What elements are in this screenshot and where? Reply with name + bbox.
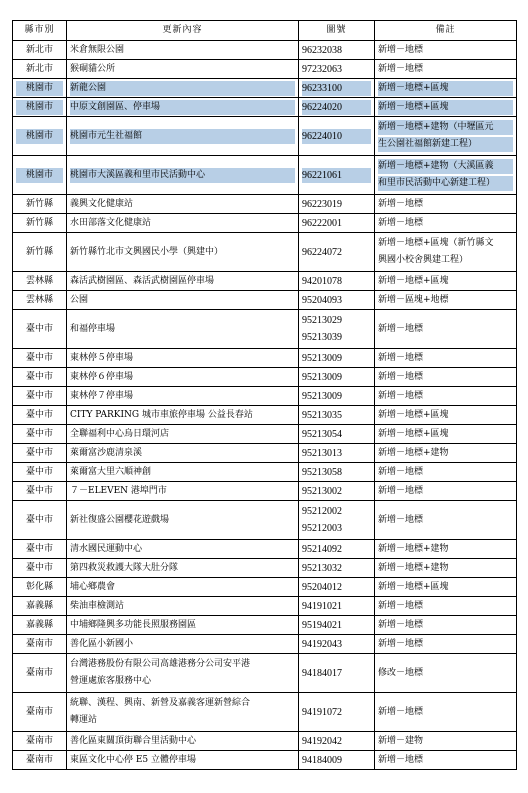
content-cell: [67, 310, 299, 349]
note-cell-line: 新增－地標: [378, 706, 424, 717]
map-number-cell-line: 96224020: [302, 99, 371, 116]
content-cell: [67, 41, 299, 60]
content-cell: [67, 654, 299, 693]
content-cell: [67, 616, 299, 635]
content-cell: [67, 60, 299, 79]
table-row: [13, 444, 517, 463]
note-cell: [375, 635, 517, 654]
note-cell: [375, 654, 517, 693]
map-number-cell: [299, 406, 375, 425]
county-cell: [13, 291, 67, 310]
table-row: [13, 310, 517, 349]
county-cell-line: 新竹縣: [25, 246, 53, 257]
content-cell: [67, 156, 299, 195]
note-cell: [375, 233, 517, 272]
table-row: [13, 751, 517, 770]
content-cell-line: CITY PARKING 城市車旅停車場 公益長春站: [70, 409, 253, 420]
map-number-cell-line: 94201078: [302, 275, 342, 287]
note-cell-line: 新增－地標+區塊: [378, 428, 449, 439]
content-cell-line: 公園: [70, 294, 89, 305]
table-row: [13, 425, 517, 444]
note-cell-line: 新增－地標: [378, 638, 424, 649]
note-cell: [375, 578, 517, 597]
map-number-cell-line: 94191072: [302, 706, 342, 718]
table-body: [13, 41, 517, 770]
county-cell: [13, 578, 67, 597]
note-cell-line: 新增－地標+建物（大溪區義: [378, 158, 513, 175]
note-cell-line: 修改－地標: [378, 667, 424, 678]
county-cell: [13, 559, 67, 578]
content-cell: [67, 578, 299, 597]
note-cell-line: 新增－地標: [378, 514, 424, 525]
content-cell: [67, 693, 299, 732]
table-row: [13, 272, 517, 291]
county-cell: [13, 368, 67, 387]
map-number-cell-line: 95213054: [302, 428, 342, 440]
table-row: [13, 463, 517, 482]
county-cell: [13, 597, 67, 616]
content-cell: [67, 291, 299, 310]
content-cell-line: 水田部落文化健康站: [70, 217, 152, 228]
table-row: [13, 540, 517, 559]
map-number-cell-line: 96222001: [302, 217, 342, 229]
note-cell-line: 興國小校舍興建工程）: [378, 255, 469, 265]
map-number-cell: [299, 41, 375, 60]
county-cell: [13, 310, 67, 349]
note-cell: [375, 616, 517, 635]
county-cell-line: 新竹縣: [25, 198, 53, 209]
county-cell-line: 嘉義縣: [25, 619, 53, 630]
note-cell: [375, 559, 517, 578]
content-cell: [67, 540, 299, 559]
county-cell-line: 桃園市: [16, 167, 63, 184]
map-number-cell: [299, 291, 375, 310]
map-number-cell: [299, 387, 375, 406]
note-cell-line: 新增－地標: [378, 466, 424, 477]
note-cell: [375, 444, 517, 463]
note-cell-line: 和里市民活動中心新建工程）: [378, 175, 513, 192]
map-number-cell-line: 95213029: [302, 315, 342, 326]
county-cell: [13, 751, 67, 770]
table-row: [13, 616, 517, 635]
county-cell: [13, 60, 67, 79]
map-number-cell: [299, 597, 375, 616]
map-number-cell: [299, 732, 375, 751]
header-content: 更新內容: [67, 21, 299, 41]
note-cell: [375, 310, 517, 349]
content-cell-line: 營運處旅客服務中心: [70, 676, 152, 686]
table-row: [13, 233, 517, 272]
county-cell: [13, 732, 67, 751]
content-cell-line: 東林停５停車場: [70, 352, 134, 363]
note-cell: [375, 79, 517, 98]
content-cell: [67, 751, 299, 770]
map-number-cell-line: 96223019: [302, 198, 342, 210]
county-cell-line: 臺南市: [25, 735, 53, 746]
county-cell: [13, 79, 67, 98]
county-cell: [13, 654, 67, 693]
map-number-cell: [299, 616, 375, 635]
table-row: [13, 60, 517, 79]
note-cell-line: 新增－地標+區塊: [378, 80, 513, 97]
content-cell-line: 萊爾富大里六順神創: [70, 466, 152, 477]
map-number-cell-line: 95213009: [302, 390, 342, 402]
map-number-cell-line: 95213013: [302, 447, 342, 459]
map-number-cell: [299, 444, 375, 463]
note-cell: [375, 156, 517, 195]
map-number-cell-line: 95213039: [302, 332, 342, 343]
table-row: [13, 214, 517, 233]
county-cell-line: 臺中市: [25, 390, 53, 401]
county-cell: [13, 195, 67, 214]
map-number-cell-line: 94184017: [302, 667, 342, 679]
content-cell-line: 中埔鄉隆興多功能長照服務園區: [70, 619, 197, 630]
note-cell-line: 新增－地標: [378, 371, 424, 382]
note-cell-line: 新增－地標: [378, 390, 424, 401]
content-cell-line: 善化區小新國小: [70, 638, 134, 649]
content-cell-line: 萊爾富沙鹿清泉溪: [70, 447, 143, 458]
note-cell-line: 新增－地標: [378, 44, 424, 55]
table-row: [13, 98, 517, 117]
content-cell: [67, 387, 299, 406]
content-cell-line: 桃園市大溪區義和里市民活動中心: [70, 167, 295, 184]
table-row: [13, 406, 517, 425]
content-cell-line: 東林停７停車場: [70, 390, 134, 401]
note-cell-line: 新增－地標: [378, 63, 424, 74]
header-county: 縣市別: [13, 21, 67, 41]
note-cell-line: 新增－地標+建物: [378, 562, 449, 573]
map-number-cell: [299, 349, 375, 368]
table-row: [13, 387, 517, 406]
county-cell: [13, 387, 67, 406]
county-cell-line: 桃園市: [16, 128, 63, 145]
map-number-cell-line: 95213058: [302, 466, 342, 478]
content-cell: [67, 635, 299, 654]
map-number-cell-line: 95213009: [302, 352, 342, 364]
map-number-cell-line: 94191021: [302, 600, 342, 612]
map-number-cell-line: 95212003: [302, 523, 342, 534]
note-cell: [375, 117, 517, 156]
content-cell: [67, 559, 299, 578]
content-cell-line: 新社復盛公園櫻花遊戲場: [70, 514, 170, 525]
county-cell: [13, 117, 67, 156]
table-row: [13, 635, 517, 654]
county-cell-line: 臺南市: [25, 754, 53, 765]
note-cell-line: 新增－地標+區塊（新竹縣文: [378, 238, 494, 248]
county-cell: [13, 156, 67, 195]
note-cell: [375, 463, 517, 482]
note-cell-line: 新增－地標+區塊: [378, 581, 449, 592]
note-cell: [375, 597, 517, 616]
content-cell: [67, 482, 299, 501]
county-cell: [13, 540, 67, 559]
county-cell-line: 臺中市: [25, 409, 53, 420]
content-cell: [67, 117, 299, 156]
county-cell-line: 臺中市: [25, 352, 53, 363]
county-cell-line: 彰化縣: [25, 581, 53, 592]
county-cell: [13, 425, 67, 444]
map-number-cell-line: 95214092: [302, 543, 342, 555]
content-cell-line: 新竹縣竹北市文興國民小學（興建中）: [70, 246, 224, 257]
content-cell: [67, 272, 299, 291]
map-number-cell: [299, 482, 375, 501]
content-cell-line: 米倉無限公園: [70, 44, 125, 55]
county-cell: [13, 233, 67, 272]
county-cell: [13, 349, 67, 368]
note-cell: [375, 693, 517, 732]
note-cell: [375, 60, 517, 79]
note-cell-line: 新增－地標: [378, 352, 424, 363]
county-cell: [13, 41, 67, 60]
content-cell-line: 森活武樹園區、森活武樹園區停車場: [70, 275, 215, 286]
content-cell: [67, 444, 299, 463]
county-cell-line: 臺中市: [25, 562, 53, 573]
map-number-cell: [299, 214, 375, 233]
map-number-cell: [299, 578, 375, 597]
note-cell-line: 新增－地標+建物: [378, 543, 449, 554]
table-row: [13, 732, 517, 751]
county-cell: [13, 463, 67, 482]
map-number-cell-line: 95212002: [302, 506, 342, 517]
county-cell: [13, 444, 67, 463]
county-cell: [13, 214, 67, 233]
county-cell-line: 嘉義縣: [25, 600, 53, 611]
map-number-cell: [299, 156, 375, 195]
county-cell-line: 臺中市: [25, 447, 53, 458]
county-cell-line: 臺中市: [25, 323, 53, 334]
content-cell: [67, 425, 299, 444]
update-table: [12, 20, 517, 770]
map-number-cell-line: 96233100: [302, 80, 371, 97]
content-cell: [67, 98, 299, 117]
map-number-cell-line: 95194021: [302, 619, 342, 631]
county-cell-line: 臺南市: [25, 706, 53, 717]
note-cell: [375, 732, 517, 751]
table-row: [13, 41, 517, 60]
table-header-row: [13, 21, 517, 41]
content-cell-line: 善化區東關頂街聯合里活動中心: [70, 735, 197, 746]
content-cell: [67, 233, 299, 272]
note-cell: [375, 214, 517, 233]
note-cell-line: 新增－區塊+地標: [378, 294, 449, 305]
map-number-cell: [299, 310, 375, 349]
map-number-cell: [299, 233, 375, 272]
county-cell-line: 臺南市: [25, 667, 53, 678]
note-cell-line: 新增－地標: [378, 485, 424, 496]
table-row: [13, 79, 517, 98]
content-cell-line: 台灣港務股份有限公司高雄港務分公司安平港: [70, 659, 251, 669]
map-number-cell: [299, 195, 375, 214]
map-number-cell-line: 94192043: [302, 638, 342, 650]
table-row: [13, 291, 517, 310]
county-cell-line: 桃園市: [16, 99, 63, 116]
county-cell-line: 臺中市: [25, 514, 53, 525]
map-number-cell-line: 95213009: [302, 371, 342, 383]
map-number-cell-line: 96224072: [302, 246, 342, 258]
county-cell-line: 新北市: [25, 44, 53, 55]
map-number-cell: [299, 559, 375, 578]
content-cell: [67, 79, 299, 98]
note-cell: [375, 41, 517, 60]
county-cell: [13, 482, 67, 501]
content-cell: [67, 501, 299, 540]
table-row: [13, 654, 517, 693]
content-cell: [67, 463, 299, 482]
content-cell-line: 埔心鄉農會: [70, 581, 116, 592]
content-cell-line: 和福停車場: [70, 323, 116, 334]
map-number-cell-line: 94192042: [302, 735, 342, 747]
content-cell: [67, 214, 299, 233]
table-row: [13, 597, 517, 616]
table-row: [13, 195, 517, 214]
county-cell: [13, 616, 67, 635]
content-cell-line: 新龍公園: [70, 80, 295, 97]
content-cell-line: 猴硐貓公所: [70, 63, 116, 74]
county-cell-line: 臺中市: [25, 371, 53, 382]
county-cell-line: 雲林縣: [25, 275, 53, 286]
map-number-cell: [299, 98, 375, 117]
map-number-cell: [299, 60, 375, 79]
note-cell-line: 新增－地標+建物（中壢區元: [378, 119, 513, 136]
note-cell: [375, 195, 517, 214]
county-cell-line: 新北市: [25, 63, 53, 74]
content-cell-line: 義興文化健康站: [70, 198, 134, 209]
map-number-cell-line: 96232038: [302, 44, 342, 56]
county-cell-line: 臺中市: [25, 485, 53, 496]
note-cell-line: 新增－地標: [378, 619, 424, 630]
county-cell: [13, 98, 67, 117]
map-number-cell-line: 95213032: [302, 562, 342, 574]
table-row: [13, 482, 517, 501]
note-cell: [375, 291, 517, 310]
map-number-cell: [299, 463, 375, 482]
map-number-cell: [299, 368, 375, 387]
note-cell: [375, 482, 517, 501]
map-number-cell-line: 96224010: [302, 128, 371, 145]
note-cell-line: 新增－地標+區塊: [378, 409, 449, 420]
map-number-cell: [299, 654, 375, 693]
table-row: [13, 693, 517, 732]
content-cell-line: 中原文創園區、停車場: [70, 99, 295, 116]
note-cell: [375, 501, 517, 540]
county-cell-line: 雲林縣: [25, 294, 53, 305]
table-row: [13, 349, 517, 368]
map-number-cell: [299, 751, 375, 770]
content-cell-line: 柴油車檢測站: [70, 600, 125, 611]
map-number-cell: [299, 540, 375, 559]
county-cell-line: 臺中市: [25, 466, 53, 477]
county-cell: [13, 406, 67, 425]
note-cell-line: 新增－地標: [378, 600, 424, 611]
map-number-cell: [299, 635, 375, 654]
content-cell-line: 統聯、漢程、興南、新營及嘉義客運新營綜合: [70, 698, 251, 708]
header-map-number: 圖號: [299, 21, 375, 41]
county-cell-line: 臺中市: [25, 428, 53, 439]
table-row: [13, 559, 517, 578]
content-cell: [67, 195, 299, 214]
table-row: [13, 368, 517, 387]
note-cell: [375, 349, 517, 368]
note-cell-line: 新增－建物: [378, 735, 424, 746]
county-cell: [13, 272, 67, 291]
table-row: [13, 117, 517, 156]
map-number-cell-line: 95213035: [302, 409, 342, 421]
note-cell: [375, 98, 517, 117]
map-number-cell: [299, 117, 375, 156]
map-number-cell: [299, 79, 375, 98]
content-cell: [67, 406, 299, 425]
county-cell-line: 臺南市: [25, 638, 53, 649]
county-cell-line: 桃園市: [16, 80, 63, 97]
map-number-cell-line: 95213002: [302, 485, 342, 497]
header-note: 備註: [375, 21, 517, 41]
note-cell-line: 新增－地標: [378, 217, 424, 228]
note-cell-line: 新增－地標+區塊: [378, 275, 449, 286]
county-cell-line: 新竹縣: [25, 217, 53, 228]
note-cell: [375, 540, 517, 559]
note-cell: [375, 406, 517, 425]
content-cell-line: 桃園市元生社福館: [70, 128, 295, 145]
note-cell-line: 新增－地標+區塊: [378, 99, 513, 116]
note-cell-line: 新增－地標: [378, 198, 424, 209]
content-cell: [67, 732, 299, 751]
content-cell: [67, 368, 299, 387]
map-number-cell-line: 94184009: [302, 754, 342, 766]
table-row: [13, 501, 517, 540]
county-cell: [13, 693, 67, 732]
note-cell: [375, 368, 517, 387]
map-number-cell: [299, 425, 375, 444]
note-cell: [375, 751, 517, 770]
content-cell-line: 東林停６停車場: [70, 371, 134, 382]
map-number-cell-line: 96221061: [302, 167, 371, 184]
county-cell-line: 臺中市: [25, 543, 53, 554]
content-cell-line: 第四救災救護大隊大肚分隊: [70, 562, 179, 573]
county-cell: [13, 501, 67, 540]
map-number-cell-line: 97232063: [302, 63, 342, 75]
content-cell-line: 清水國民運動中心: [70, 543, 143, 554]
content-cell: [67, 349, 299, 368]
map-number-cell: [299, 272, 375, 291]
note-cell: [375, 387, 517, 406]
table-row: [13, 578, 517, 597]
map-number-cell-line: 95204012: [302, 581, 342, 593]
table-row: [13, 156, 517, 195]
content-cell-line: 全聯福利中心烏日環河店: [70, 428, 170, 439]
content-cell-line: 轉運站: [70, 715, 98, 725]
content-cell: [67, 597, 299, 616]
note-cell-line: 生公園社福館新建工程）: [378, 136, 513, 153]
note-cell-line: 新增－地標: [378, 323, 424, 334]
map-number-cell: [299, 693, 375, 732]
note-cell-line: 新增－地標: [378, 754, 424, 765]
note-cell: [375, 272, 517, 291]
map-number-cell-line: 95204093: [302, 294, 342, 306]
county-cell: [13, 635, 67, 654]
content-cell-line: 東區文化中心停 E5 立體停車場: [70, 754, 197, 765]
map-number-cell: [299, 501, 375, 540]
note-cell: [375, 425, 517, 444]
note-cell-line: 新增－地標+建物: [378, 447, 449, 458]
content-cell-line: ７－ELEVEN 港埠門市: [70, 485, 167, 496]
